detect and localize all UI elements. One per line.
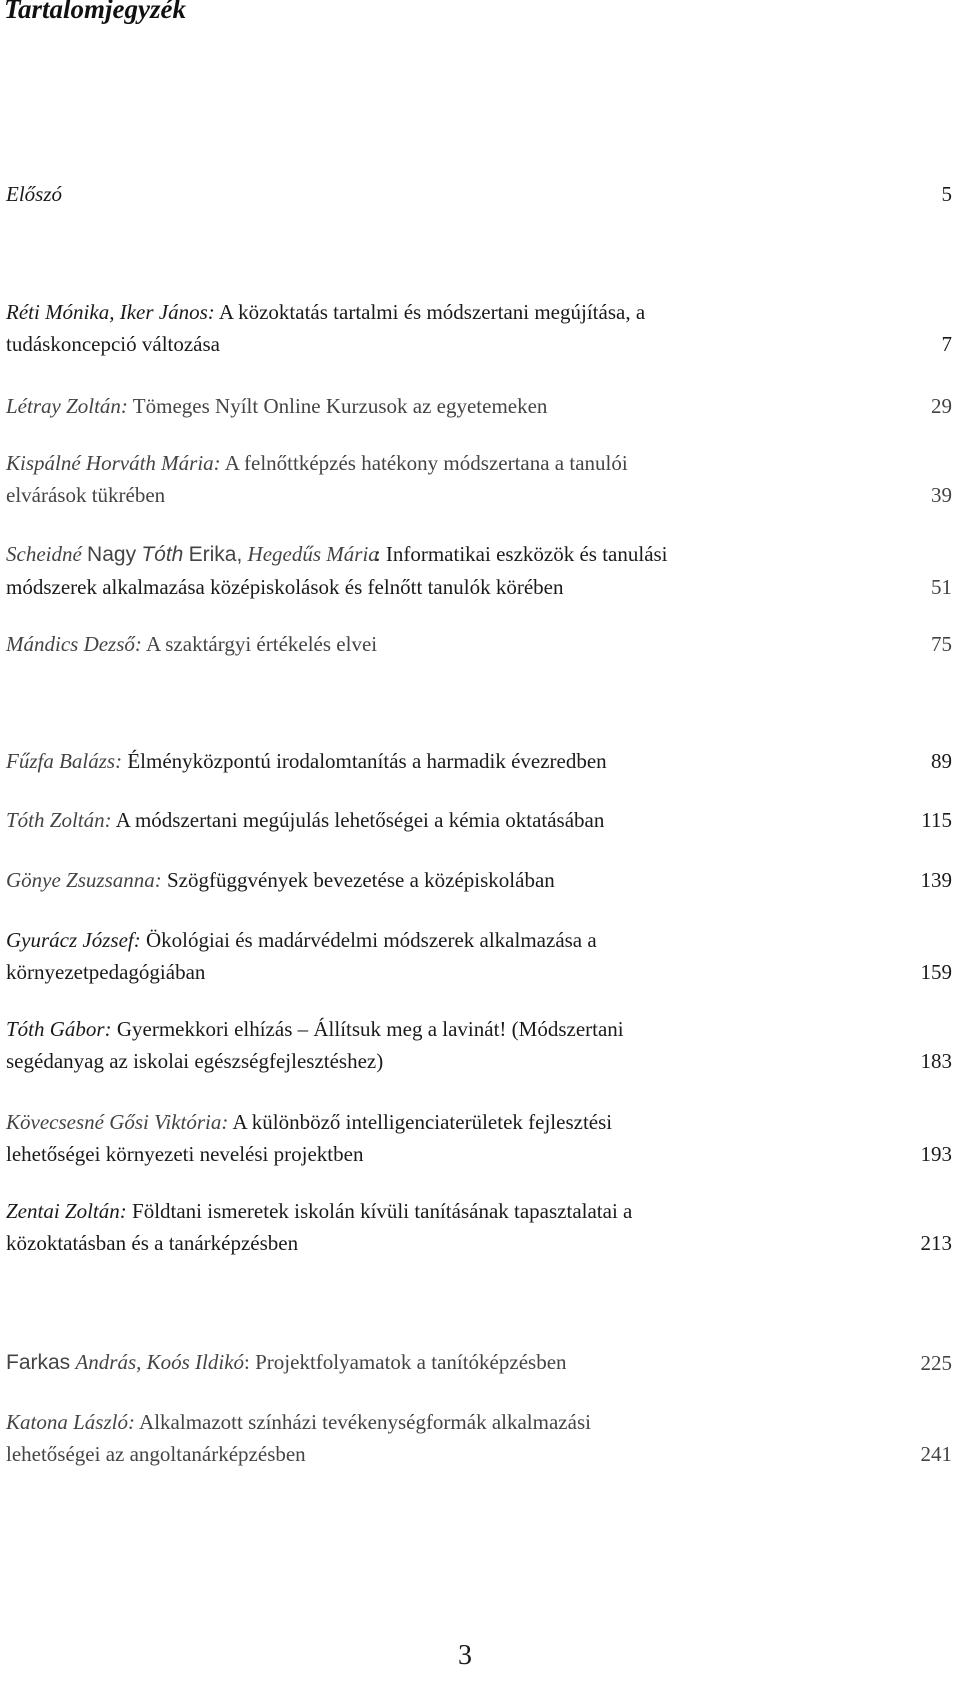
page-number: 39 [931, 483, 952, 507]
toc-entry[interactable] [6, 1013, 952, 1077]
entry-title-line1: : Informatikai eszközök és tanulási [374, 542, 668, 566]
page-number: 75 [931, 632, 952, 656]
entry-author-5: Hegedűs Mária [247, 542, 379, 566]
entry-author: Tóth Zoltán: [6, 808, 112, 832]
entry-author: Kispálné Horváth Mária: [6, 451, 221, 475]
entry-title-line1: Szögfüggvények bevezetése a középiskolában [167, 868, 555, 892]
toc-entry[interactable] [6, 1406, 952, 1470]
toc-entry[interactable] [6, 924, 952, 988]
entry-title-line1: Ökológiai és madárvédelmi módszerek alkalmazása a [145, 928, 597, 952]
toc-entry[interactable] [6, 628, 952, 660]
entry-title-line2: lehetőségei környezeti nevelési projektben [6, 1142, 364, 1166]
toc-entry[interactable] [6, 1106, 952, 1170]
entry-title-line1: A szaktárgyi értékelés elvei [146, 632, 378, 656]
page-number: 213 [920, 1231, 952, 1255]
toc-entry[interactable] [6, 296, 952, 360]
entry-author: Létray Zoltán: [6, 394, 128, 418]
entry-title-line1: A felnőttképzés hatékony módszertana a tanulói [224, 451, 628, 475]
entry-author: Fűzfa Balázs: [6, 749, 123, 773]
entry-author-1: Farkas [6, 1351, 71, 1374]
entry-title-line1: A különböző intelligenciaterületek fejlesztési [232, 1110, 613, 1134]
entry-author-3: Tóth [141, 543, 184, 566]
page-number: 7 [941, 332, 952, 356]
page-number: 159 [920, 960, 952, 984]
toc-entry-eloszo[interactable] [6, 178, 952, 210]
entry-title: Előszó [6, 182, 63, 206]
entry-title-line1: Alkalmazott színházi tevékenységformák alkalmazási [139, 1410, 591, 1434]
page-number: 241 [920, 1442, 952, 1466]
page-number: 183 [920, 1049, 952, 1073]
toc-entry[interactable] [6, 1195, 952, 1259]
entry-author-4: Erika, [188, 543, 243, 566]
entry-title-line2: elvárások tükrében [6, 483, 166, 507]
entry-title-line1: A közoktatás tartalmi és módszertani megújítása, a [218, 300, 646, 324]
entry-title-line1: Gyermekkori elhízás – Állítsuk meg a lavinát! (Módszertani [116, 1017, 624, 1041]
entry-title-line1: Földtani ismeretek iskolán kívüli tanításának tapasztalatai a [132, 1199, 633, 1223]
entry-title-line1: Tömeges Nyílt Online Kurzusok az egyetemeken [132, 394, 548, 418]
entry-author: Réti Mónika, Iker János: [6, 300, 215, 324]
entry-title-line2: tudáskoncepció változása [6, 332, 220, 356]
toc-entry[interactable] [6, 864, 952, 896]
entry-title-line2: módszerek alkalmazása középiskolások és felnőtt tanulók körében [6, 575, 564, 599]
entry-author: Tóth Gábor: [6, 1017, 112, 1041]
entry-author: Mándics Dezső: [6, 632, 142, 656]
entry-title-line1: A módszertani megújulás lehetőségei a kémia oktatásában [115, 808, 605, 832]
entry-author: Zentai Zoltán: [6, 1199, 127, 1223]
toc-entry[interactable] [6, 745, 952, 777]
entry-author: Gönye Zsuzsanna: [6, 868, 162, 892]
entry-author: Gyurácz József: [6, 928, 141, 952]
entry-title-line2: lehetőségei az angoltanárképzésben [6, 1442, 306, 1466]
page-number: 51 [931, 575, 952, 599]
toc-entry[interactable] [6, 447, 952, 511]
entry-title-line1: : Projektfolyamatok a tanítóképzésben [244, 1350, 567, 1374]
footer-page-number: 3 [458, 1640, 472, 1671]
entry-title-line2: környezetpedagógiában [6, 960, 206, 984]
entry-author-2: András, Koós Ildikó [75, 1350, 245, 1374]
entry-author-2: Nagy [87, 543, 137, 566]
page-title: Tartalomjegyzék [4, 0, 186, 24]
page-number: 5 [941, 182, 952, 206]
entry-title-line2: közoktatásban és a tanárképzésben [6, 1231, 299, 1255]
toc-entry[interactable] [6, 538, 952, 603]
toc-entry[interactable] [6, 390, 952, 422]
toc-entry[interactable] [6, 1346, 952, 1379]
entry-author: Katona László: [6, 1410, 135, 1434]
page-number: 89 [931, 749, 952, 773]
entry-author: Kövecsesné Gősi Viktória: [6, 1110, 229, 1134]
entry-author-1: Scheidné [6, 542, 82, 566]
page-number: 115 [921, 808, 952, 832]
page-number: 193 [920, 1142, 952, 1166]
entry-title-line1: Élményközpontú irodalomtanítás a harmadik évezredben [127, 749, 607, 773]
page-number: 225 [920, 1351, 952, 1375]
entry-title-line2: segédanyag az iskolai egészségfejlesztéshez) [6, 1049, 384, 1073]
page-number: 29 [931, 394, 952, 418]
toc-entry[interactable] [6, 804, 952, 836]
page-number: 139 [920, 868, 952, 892]
